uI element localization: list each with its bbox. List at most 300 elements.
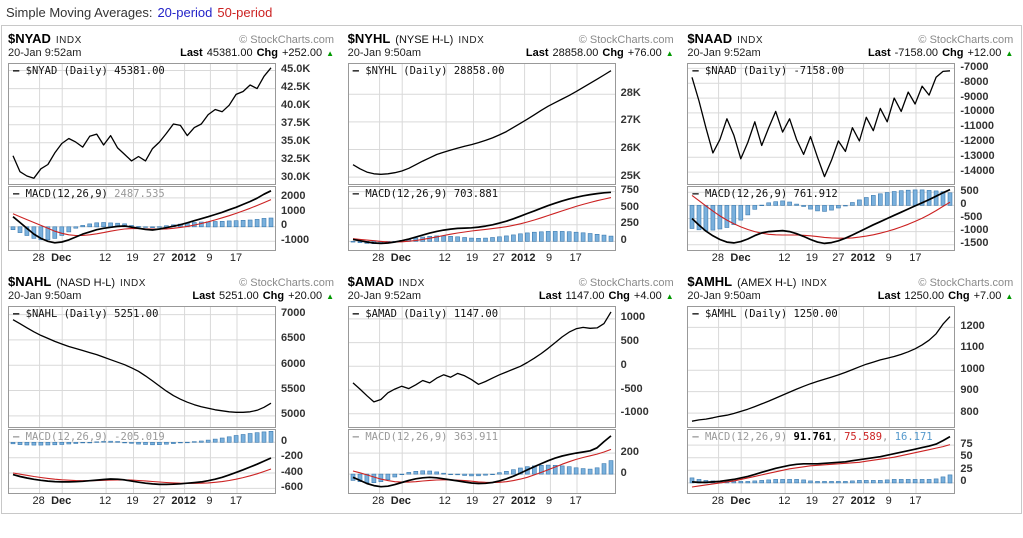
x-tick-label: 12 bbox=[98, 495, 112, 507]
price-plot bbox=[8, 306, 276, 428]
macd-histogram-bar bbox=[732, 205, 736, 224]
chg-label: Chg bbox=[602, 47, 624, 59]
x-tick-label: 28 bbox=[711, 495, 725, 507]
y-axis bbox=[616, 63, 672, 183]
x-tick-label: Dec bbox=[51, 495, 72, 507]
x-tick-label: 17 bbox=[569, 495, 582, 507]
x-tick-label: Dec bbox=[390, 495, 411, 507]
x-tick-label: 2012 bbox=[171, 495, 196, 507]
x-axis bbox=[687, 251, 955, 266]
y-axis bbox=[276, 63, 332, 183]
price-panel bbox=[687, 306, 1013, 428]
macd-histogram-bar bbox=[767, 480, 771, 483]
macd-line bbox=[353, 436, 611, 487]
macd-histogram-bar bbox=[774, 202, 778, 206]
macd-histogram-bar bbox=[441, 473, 445, 474]
y-tick-label: 1000 bbox=[281, 204, 306, 217]
macd-histogram-bar bbox=[865, 198, 869, 206]
chart-card-nyhl[interactable] bbox=[348, 31, 674, 266]
x-tick-label: 12 bbox=[778, 252, 791, 264]
y-tick-label: 200 bbox=[620, 445, 640, 458]
up-arrow-icon: ▲ bbox=[665, 49, 674, 58]
chart-header bbox=[687, 274, 1013, 290]
y-tick-label: 0 bbox=[281, 434, 288, 447]
macd-plot bbox=[687, 186, 955, 251]
x-axis bbox=[348, 494, 616, 509]
macd-histogram-bar bbox=[588, 234, 592, 242]
macd-signal-line bbox=[13, 200, 271, 236]
y-tick-label: 0 bbox=[620, 466, 627, 479]
macd-histogram-bar bbox=[462, 474, 466, 475]
macd-histogram-bar bbox=[802, 480, 806, 483]
macd-legend bbox=[13, 431, 165, 443]
macd-plot bbox=[8, 429, 276, 494]
macd-histogram-bar bbox=[455, 474, 459, 475]
macd-histogram-bar bbox=[434, 472, 438, 474]
legend-line-swatch: — bbox=[352, 188, 366, 200]
macd-histogram-bar bbox=[504, 471, 508, 474]
price-legend bbox=[353, 308, 498, 320]
last-label: Last bbox=[538, 290, 562, 302]
x-tick-label: 2012 bbox=[850, 495, 876, 507]
legend-line-swatch: — bbox=[13, 65, 26, 77]
price-legend bbox=[353, 65, 505, 77]
legend-text: $NAHL (Daily) 5251.00 bbox=[25, 308, 159, 320]
x-tick-label: 19 bbox=[466, 252, 479, 264]
macd-histogram-bar bbox=[448, 474, 452, 475]
macd-histogram-bar bbox=[532, 232, 536, 241]
chart-subheader bbox=[8, 47, 334, 62]
chart-subheader bbox=[348, 290, 674, 305]
legend-text: $NAAD (Daily) -7158.00 bbox=[704, 65, 845, 77]
macd-histogram-bar bbox=[255, 219, 259, 226]
up-arrow-icon: ▲ bbox=[665, 292, 674, 301]
y-tick-label: 37.5K bbox=[281, 117, 311, 130]
legend-text: $AMHL (Daily) 1250.00 bbox=[704, 308, 838, 320]
macd-histogram-bar bbox=[220, 221, 224, 227]
macd-histogram-bar bbox=[900, 191, 904, 206]
macd-histogram-bar bbox=[379, 474, 383, 482]
macd-histogram-bar bbox=[595, 468, 599, 474]
x-tick-label: 12 bbox=[438, 495, 451, 507]
price-line bbox=[353, 312, 611, 402]
macd-histogram-bar bbox=[934, 191, 938, 205]
y-tick-label: 25K bbox=[620, 169, 641, 182]
legend-line-swatch: — bbox=[352, 431, 366, 443]
macd-histogram-bar bbox=[907, 190, 911, 205]
chart-card-naad[interactable] bbox=[687, 31, 1013, 266]
macd-histogram-bar bbox=[102, 223, 106, 227]
y-axis bbox=[955, 429, 1011, 492]
macd-histogram-bar bbox=[262, 218, 266, 226]
chg-value: +7.00 bbox=[973, 290, 1002, 302]
last-chg-group bbox=[868, 47, 1013, 59]
chg-value: +20.00 bbox=[288, 290, 323, 302]
charts-grid bbox=[1, 25, 1022, 514]
y-tick-label: 0 bbox=[281, 219, 288, 232]
macd-histogram-bar bbox=[809, 481, 813, 483]
macd-histogram-bar bbox=[151, 227, 155, 228]
macd-histogram-bar bbox=[95, 223, 99, 227]
y-axis bbox=[276, 306, 332, 426]
chg-label: Chg bbox=[942, 47, 964, 59]
last-label: Last bbox=[180, 47, 203, 59]
legend-text: MACD(12,26,9) bbox=[704, 431, 794, 443]
macd-histogram-bar bbox=[927, 190, 931, 205]
macd-histogram-bar bbox=[609, 461, 613, 475]
last-value: 1147.00 bbox=[565, 290, 605, 302]
legend-text: MACD(12,26,9) bbox=[704, 188, 794, 200]
index-type-label: INDX bbox=[458, 35, 485, 46]
index-type-label: INDX bbox=[801, 278, 828, 289]
macd-histogram-bar bbox=[144, 227, 148, 228]
y-tick-label: 45.0K bbox=[281, 63, 311, 75]
macd-histogram-bar bbox=[934, 479, 938, 483]
price-legend bbox=[13, 308, 158, 320]
macd-histogram-bar bbox=[837, 205, 841, 208]
macd-histogram-bar bbox=[157, 227, 161, 228]
x-tick-label: 9 bbox=[885, 495, 892, 507]
legend-text: $NYAD (Daily) 45381.00 bbox=[25, 65, 165, 77]
last-value: 5251.00 bbox=[218, 290, 259, 302]
y-tick-label: -500 bbox=[960, 211, 983, 223]
chart-subheader bbox=[687, 290, 1013, 305]
macd-histogram-bar bbox=[858, 200, 862, 206]
x-tick-label: 28 bbox=[32, 252, 45, 264]
y-tick-label: 6500 bbox=[281, 332, 306, 345]
title-text: Simple Moving Averages: bbox=[6, 5, 153, 20]
stockcharts-watermark: © StockCharts.com bbox=[239, 34, 334, 46]
y-tick-label: -500 bbox=[620, 382, 643, 395]
macd-histogram-bar bbox=[739, 205, 743, 220]
y-tick-label: 50 bbox=[960, 450, 973, 463]
macd-histogram-bar bbox=[609, 236, 613, 241]
y-tick-label: 500 bbox=[960, 184, 979, 197]
y-tick-label: 42.5K bbox=[281, 81, 311, 94]
macd-histogram-bar bbox=[525, 233, 529, 242]
y-tick-label: 500 bbox=[620, 335, 640, 348]
macd-histogram-bar bbox=[455, 237, 459, 242]
macd-histogram-bar bbox=[448, 236, 452, 241]
chart-header bbox=[8, 274, 334, 290]
macd-panel bbox=[8, 186, 334, 251]
x-tick-label: 28 bbox=[372, 252, 385, 264]
macd-histogram-bar bbox=[602, 464, 606, 475]
macd-histogram-bar bbox=[497, 473, 501, 474]
macd-panel bbox=[8, 429, 334, 494]
x-tick-label: 27 bbox=[832, 495, 845, 507]
x-tick-label: Dec bbox=[51, 252, 72, 264]
x-tick-label: 9 bbox=[206, 495, 213, 507]
y-tick-label: -10000 bbox=[960, 105, 995, 118]
y-axis bbox=[616, 186, 672, 249]
macd-histogram-bar bbox=[227, 221, 231, 227]
y-axis bbox=[955, 186, 1011, 249]
price-line bbox=[692, 71, 950, 177]
macd-histogram-bar bbox=[588, 469, 592, 474]
macd-histogram-bar bbox=[234, 436, 238, 443]
chart-card-amhl[interactable] bbox=[687, 274, 1013, 509]
legend-text: 761.912 bbox=[793, 188, 838, 200]
y-tick-label: 28K bbox=[620, 86, 641, 99]
symbol-label: $NAHL bbox=[8, 274, 52, 289]
chart-card-amad[interactable] bbox=[348, 274, 674, 509]
macd-histogram-bar bbox=[164, 442, 168, 444]
y-tick-label: 30.0K bbox=[281, 171, 311, 184]
chg-value: +12.00 bbox=[967, 47, 1002, 59]
macd-histogram-bar bbox=[469, 474, 473, 476]
macd-histogram-bar bbox=[81, 225, 85, 226]
macd-histogram-bar bbox=[581, 469, 585, 475]
x-tick-label: 9 bbox=[885, 252, 892, 264]
price-legend bbox=[13, 65, 165, 77]
macd-histogram-bar bbox=[574, 232, 578, 241]
x-axis bbox=[8, 251, 276, 266]
macd-legend bbox=[692, 188, 837, 200]
macd-line bbox=[692, 437, 950, 483]
macd-panel bbox=[687, 429, 1013, 494]
x-tick-label: 12 bbox=[778, 495, 791, 507]
y-tick-label: 1000 bbox=[620, 311, 646, 324]
macd-histogram-bar bbox=[879, 480, 883, 483]
last-chg-group bbox=[180, 47, 334, 59]
macd-histogram-bar bbox=[18, 227, 22, 233]
macd-histogram-bar bbox=[392, 474, 396, 477]
chart-datetime: 20-Jan 9:50am bbox=[8, 290, 82, 302]
macd-histogram-bar bbox=[879, 194, 883, 206]
up-arrow-icon: ▲ bbox=[326, 292, 334, 301]
price-panel bbox=[687, 60, 1013, 185]
y-tick-label: -11000 bbox=[960, 120, 994, 133]
macd-histogram-bar bbox=[886, 193, 890, 206]
macd-histogram-bar bbox=[844, 481, 848, 483]
chart-card-nahl[interactable] bbox=[8, 274, 334, 509]
last-label: Last bbox=[868, 47, 891, 59]
macd-histogram-bar bbox=[753, 205, 757, 209]
x-tick-label: 9 bbox=[545, 252, 553, 264]
stockcharts-watermark: © StockCharts.com bbox=[918, 34, 1014, 46]
last-chg-group bbox=[526, 47, 674, 59]
index-type-label: INDX bbox=[120, 278, 146, 289]
macd-histogram-bar bbox=[927, 479, 931, 483]
x-tick-label: 19 bbox=[126, 495, 139, 507]
macd-histogram-bar bbox=[823, 205, 827, 211]
macd-histogram-bar bbox=[788, 479, 792, 483]
macd-histogram-bar bbox=[67, 227, 71, 232]
macd-histogram-bar bbox=[725, 205, 729, 227]
y-tick-label: 250 bbox=[620, 217, 640, 230]
symbol-subtitle: (NYSE H-L) bbox=[395, 34, 454, 46]
price-plot bbox=[687, 63, 955, 185]
price-legend bbox=[692, 308, 837, 320]
macd-histogram-bar bbox=[872, 195, 876, 205]
index-type-label: INDX bbox=[737, 35, 764, 46]
symbol-label: $NYAD bbox=[8, 31, 51, 46]
x-tick-label: 19 bbox=[805, 252, 818, 264]
macd-histogram-bar bbox=[462, 238, 466, 242]
macd-histogram-bar bbox=[913, 479, 917, 483]
macd-histogram-bar bbox=[739, 481, 743, 483]
legend-text: MACD(12,26,9) bbox=[365, 188, 454, 200]
last-chg-group bbox=[878, 290, 1014, 302]
macd-histogram-bar bbox=[760, 205, 764, 206]
y-axis bbox=[955, 306, 1011, 426]
macd-histogram-bar bbox=[420, 471, 424, 474]
macd-histogram-bar bbox=[816, 205, 820, 211]
legend-text: MACD(12,26,9) bbox=[25, 431, 115, 443]
macd-histogram-bar bbox=[511, 235, 515, 242]
legend-line-swatch: — bbox=[692, 308, 705, 320]
chart-card-nyad[interactable] bbox=[8, 31, 334, 266]
macd-plot bbox=[348, 429, 616, 494]
x-tick-label: Dec bbox=[390, 252, 411, 264]
y-tick-label: -600 bbox=[281, 480, 304, 493]
macd-histogram-bar bbox=[581, 233, 585, 242]
macd-histogram-bar bbox=[816, 481, 820, 483]
macd-histogram-bar bbox=[241, 220, 245, 227]
price-panel bbox=[8, 306, 334, 428]
stockcharts-watermark: © StockCharts.com bbox=[239, 277, 334, 289]
y-tick-label: 7000 bbox=[281, 307, 306, 320]
symbol-subtitle: (AMEX H-L) bbox=[737, 277, 797, 289]
price-panel bbox=[348, 63, 674, 185]
macd-histogram-bar bbox=[206, 440, 210, 442]
index-type-label: INDX bbox=[55, 35, 82, 46]
macd-histogram-bar bbox=[178, 442, 182, 443]
macd-histogram-bar bbox=[560, 231, 564, 241]
macd-histogram-bar bbox=[227, 437, 231, 443]
y-axis bbox=[276, 429, 332, 492]
y-tick-label: 5000 bbox=[281, 408, 306, 421]
macd-histogram-bar bbox=[483, 238, 487, 241]
x-tick-label: 2012 bbox=[850, 252, 876, 264]
x-tick-label: 9 bbox=[545, 495, 553, 507]
macd-histogram-bar bbox=[865, 480, 869, 483]
up-arrow-icon: ▲ bbox=[1005, 49, 1014, 58]
macd-histogram-bar bbox=[490, 238, 494, 242]
last-label: Last bbox=[877, 290, 901, 302]
legend-text: $AMAD (Daily) 1147.00 bbox=[365, 308, 499, 320]
x-tick-label: 27 bbox=[492, 252, 505, 264]
macd-histogram-bar bbox=[711, 205, 715, 230]
macd-legend bbox=[353, 188, 498, 200]
y-tick-label: 0 bbox=[960, 197, 967, 210]
price-plot bbox=[8, 63, 276, 185]
macd-histogram-bar bbox=[872, 480, 876, 483]
macd-histogram-bar bbox=[497, 237, 501, 242]
macd-panel bbox=[348, 429, 674, 494]
macd-histogram-bar bbox=[941, 477, 945, 483]
macd-histogram-bar bbox=[886, 480, 890, 483]
y-tick-label: -1000 bbox=[960, 224, 989, 237]
macd-histogram-bar bbox=[795, 204, 799, 205]
macd-panel bbox=[348, 186, 674, 251]
macd-histogram-bar bbox=[213, 439, 217, 442]
macd-histogram-bar bbox=[788, 202, 792, 205]
macd-plot bbox=[8, 186, 276, 251]
up-arrow-icon: ▲ bbox=[326, 49, 334, 58]
x-tick-label: 17 bbox=[909, 495, 922, 507]
y-tick-label: -200 bbox=[281, 450, 304, 463]
up-arrow-icon: ▲ bbox=[1005, 292, 1014, 301]
y-tick-label: 6000 bbox=[281, 357, 306, 370]
x-axis bbox=[8, 494, 276, 509]
stockcharts-watermark: © StockCharts.com bbox=[578, 34, 674, 46]
macd-histogram-bar bbox=[574, 468, 578, 474]
macd-histogram-bar bbox=[553, 231, 557, 241]
x-tick-label: 28 bbox=[711, 252, 725, 264]
legend-text: , bbox=[831, 431, 845, 443]
legend-text: , bbox=[882, 431, 895, 443]
x-tick-label: 19 bbox=[805, 495, 818, 507]
macd-histogram-bar bbox=[469, 238, 473, 241]
macd-histogram-bar bbox=[844, 205, 848, 206]
y-tick-label: 800 bbox=[960, 405, 979, 418]
legend-line-swatch: — bbox=[13, 188, 26, 200]
macd-histogram-bar bbox=[351, 241, 355, 242]
legend-text: 91.761 bbox=[793, 431, 832, 443]
symbol-label: $AMHL bbox=[687, 274, 733, 289]
y-tick-label: -12000 bbox=[960, 135, 995, 147]
x-axis bbox=[687, 494, 955, 509]
sma20-legend: 20-period bbox=[157, 5, 213, 20]
y-tick-label: 0 bbox=[620, 233, 627, 246]
macd-histogram-bar bbox=[830, 481, 834, 483]
macd-histogram-bar bbox=[406, 472, 410, 474]
macd-histogram-bar bbox=[913, 190, 917, 206]
legend-text: $NYHL (Daily) 28858.00 bbox=[365, 65, 505, 77]
macd-histogram-bar bbox=[823, 481, 827, 483]
symbol-label: $NYHL bbox=[347, 31, 391, 46]
macd-histogram-bar bbox=[893, 192, 897, 206]
price-legend bbox=[692, 65, 844, 77]
macd-histogram-bar bbox=[476, 238, 480, 241]
legend-line-swatch: — bbox=[352, 65, 366, 77]
macd-histogram-bar bbox=[427, 471, 431, 474]
y-tick-label: 26K bbox=[620, 142, 641, 154]
macd-histogram-bar bbox=[483, 474, 487, 475]
last-chg-group bbox=[192, 290, 334, 302]
macd-histogram-bar bbox=[248, 434, 252, 443]
macd-panel bbox=[687, 186, 1013, 251]
macd-histogram-bar bbox=[60, 227, 64, 236]
legend-line-swatch: — bbox=[13, 308, 26, 320]
macd-histogram-bar bbox=[511, 470, 515, 474]
macd-histogram-bar bbox=[386, 474, 390, 480]
macd-histogram-bar bbox=[907, 479, 911, 483]
x-axis bbox=[348, 251, 616, 266]
y-tick-label: 1000 bbox=[960, 362, 985, 375]
macd-histogram-bar bbox=[920, 479, 924, 483]
macd-histogram-bar bbox=[809, 205, 813, 209]
macd-histogram-bar bbox=[137, 227, 141, 228]
legend-text: 16.171 bbox=[894, 431, 933, 443]
y-tick-label: 750 bbox=[620, 184, 640, 197]
y-tick-label: -400 bbox=[281, 465, 304, 478]
macd-histogram-bar bbox=[255, 433, 259, 443]
y-tick-label: 40.0K bbox=[281, 99, 311, 112]
price-panel bbox=[8, 63, 334, 185]
macd-histogram-bar bbox=[774, 479, 778, 483]
macd-histogram-bar bbox=[595, 234, 599, 241]
chart-datetime: 20-Jan 9:52am bbox=[687, 47, 761, 59]
legend-line-swatch: — bbox=[13, 431, 26, 443]
y-tick-label: 1100 bbox=[960, 341, 985, 354]
macd-histogram-bar bbox=[767, 203, 771, 206]
symbol-label: $NAAD bbox=[687, 31, 733, 46]
macd-histogram-bar bbox=[413, 471, 417, 474]
y-tick-label: -7000 bbox=[960, 60, 989, 73]
